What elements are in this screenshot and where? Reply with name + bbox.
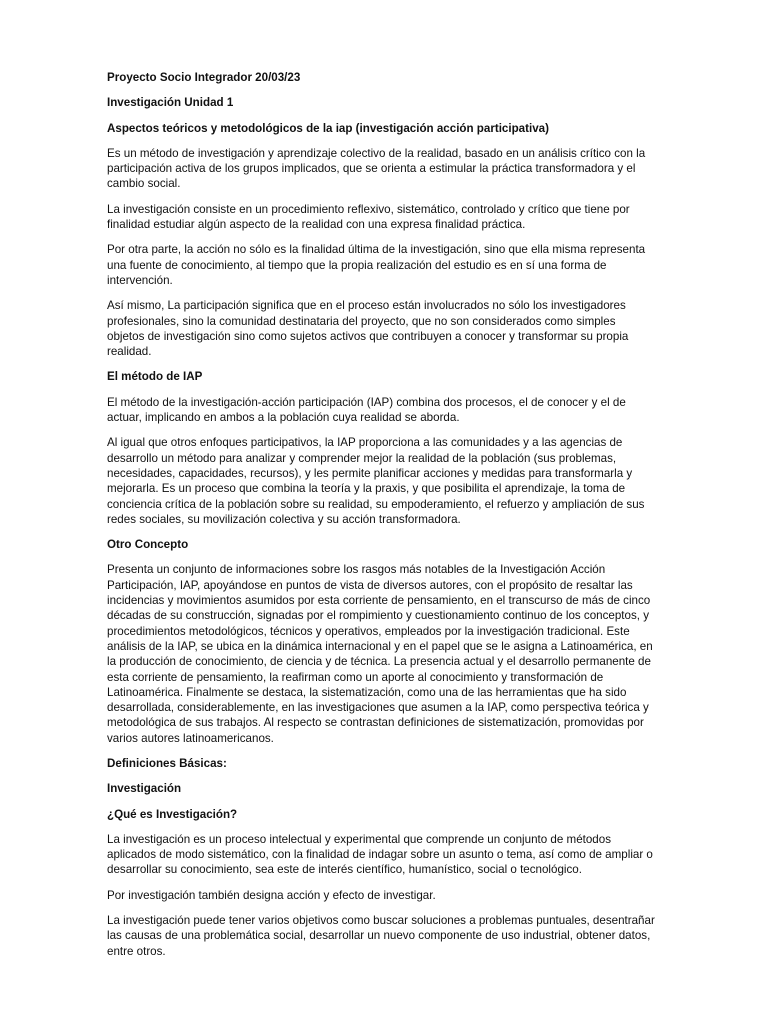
section-heading-investigacion: Investigación bbox=[107, 782, 182, 796]
paragraph: La investigación consiste en un procedimiento reflexivo, sistemático, controlado y crítico que tiene por finalidad estudiar algún aspecto de la realidad con una expresa finalidad práctica. bbox=[107, 202, 630, 232]
paragraph: Es un método de investigación y aprendizaje colectivo de la realidad, basado en un análisis crítico con la participación activa de los grupos implicados, que se orienta a estimular la práctica transformadora y el cambio social. bbox=[107, 146, 646, 191]
section-heading-metodo: El método de IAP bbox=[107, 370, 203, 384]
document-title: Proyecto Socio Integrador 20/03/23 bbox=[107, 71, 301, 84]
paragraph: Al igual que otros enfoques participativos, la IAP proporciona a las comunidades y a las agencias de desarrollo un método para analizar y comprender mejor la realidad de la población (sus problemas, necesidades, capacidades, recursos), y les permite planificar acciones y medidas para transformarla y mejorarla. Es un proceso que combina la teoría y la praxis, y que posibilita el aprendizaje, la toma de conciencia crítica de la población sobre su realidad, su empoderamiento, el refuerzo y ampliación de sus redes sociales, su movilización colectiva y su acción transformadora. bbox=[107, 436, 645, 526]
paragraph: Por investigación también designa acción y efecto de investigar. bbox=[107, 888, 436, 902]
paragraph: El método de la investigación-acción participación (IAP) combina dos procesos, el de conocer y el de actuar, implicando en ambos a la población cuya realidad se aborda. bbox=[107, 395, 626, 425]
document-page bbox=[107, 70, 655, 969]
paragraph: La investigación es un proceso intelectual y experimental que comprende un conjunto de métodos aplicados de modo sistemático, con la finalidad de indagar sobre un asunto o tema, así como de ampliar o desarrollar su conocimiento, sea este de interés científico, humanístico, social o tecnológico. bbox=[107, 832, 653, 877]
paragraph: Por otra parte, la acción no sólo es la finalidad última de la investigación, sino que ella misma representa una fuente de conocimiento, al tiempo que la propia realización del estudio es en sí una forma de intervención. bbox=[107, 243, 646, 287]
section-heading-que-es: ¿Qué es Investigación? bbox=[107, 807, 238, 821]
section-heading-otro-concepto: Otro Concepto bbox=[107, 538, 189, 552]
section-heading-definiciones: Definiciones Básicas: bbox=[107, 756, 227, 770]
topic-heading: Aspectos teóricos y metodológicos de la iap (investigación acción participativa) bbox=[107, 121, 549, 135]
paragraph: La investigación puede tener varios objetivos como buscar soluciones a problemas puntuales, desentrañar las causas de una problemática social, desarrollar un nuevo componente de uso industrial, obtener datos, entre otros. bbox=[107, 914, 655, 958]
paragraph: Así mismo, La participación significa que en el proceso están involucrados no sólo los investigadores profesionales, sino la comunidad destinataria del proyecto, que no son considerados como simples objetos de investigación sino como sujetos activos que contribuyen a conocer y transformar su propia realidad. bbox=[107, 299, 629, 359]
unit-heading: Investigación Unidad 1 bbox=[107, 96, 234, 110]
paragraph: Presenta un conjunto de informaciones sobre los rasgos más notables de la Investigación Acción Participación, IAP, apoyándose en puntos de vista de diversos autores, con el propósito de resaltar las incidencias y movimientos asumidos por esta corriente de pensamiento, en el transcurso de más de cinco décadas de su construcción, signadas por el rompimiento y cuestionamiento continuo de los conceptos, y procedimientos metodológicos, técnicos y operativos, empleados por la investigación tradicional. Este análisis de la IAP, se ubica en la dinámica internacional y en el papel que se le asigna a Latinoamérica, en la producción de conocimiento, de ciencia y de técnica. La presencia actual y el desarrollo permanente de esta corriente de pensamiento, la reafirman como un aporte al conocimiento y transformación de Latinoamérica. Finalmente se destaca, la sistematización, como una de las herramientas que ha sido desarrollada, considerablemente, en las investigaciones que asumen a la IAP, como perspectiva teórica y metodológica de sus trabajos. Al respecto se contrastan definiciones de sistematización, promovidas por varios autores latinoamericanos. bbox=[107, 563, 653, 745]
